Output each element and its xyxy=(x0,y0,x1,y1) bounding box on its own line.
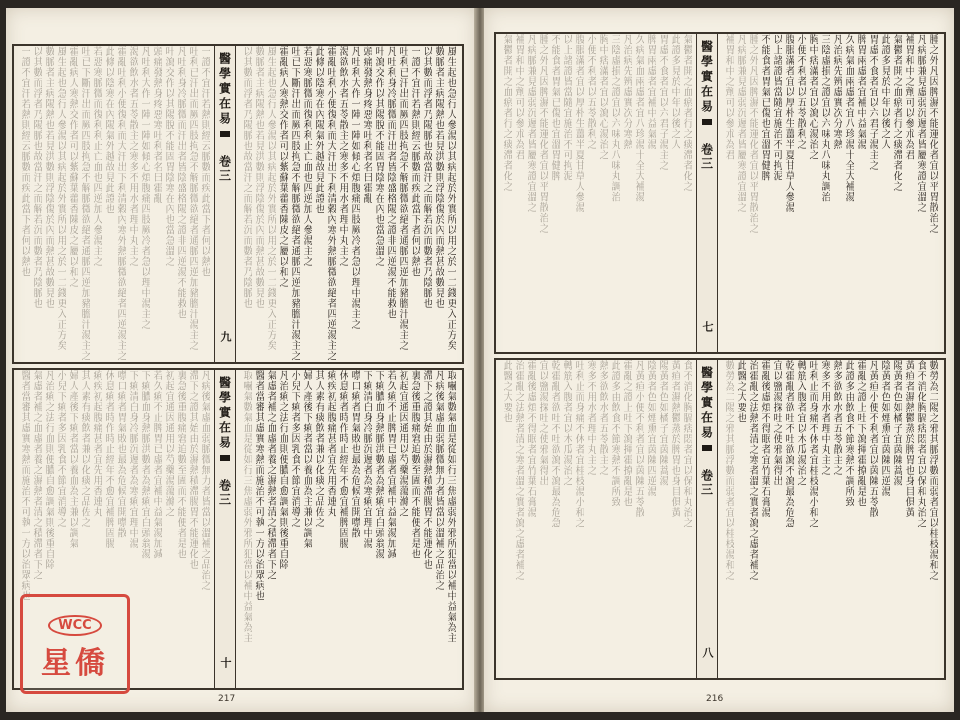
text-line: 霍亂後虛煩不得眠者宜竹葉石膏湯 xyxy=(525,360,536,518)
text-line: 下痢清白身冷脈沉遲者為寒痢宜理中湯 xyxy=(127,370,138,549)
text-line: 小兒下痢者多因乳食不節宜消導之 xyxy=(289,370,300,528)
text-line: 腹脹滿者宜以厚朴生薑半夏甘草人參湯 xyxy=(573,34,584,213)
text-line: 吐已下斷汗出而厥四肢拘急不解脈微欲絕者通脈四逆加豬膽汁湯主之 xyxy=(79,46,90,361)
text-column xyxy=(734,360,746,678)
text-column xyxy=(668,360,680,678)
text-column xyxy=(150,46,162,362)
text-line: 噤口痢者胃氣敗也最為危候宜開噤散 xyxy=(115,370,126,538)
text-line: 陽黃者色如橘子宜茵陳蒿湯 xyxy=(657,360,668,486)
text-line: 凡治病先辨虛實次分寒熱 xyxy=(831,34,842,150)
text-column xyxy=(878,360,890,678)
right-lower-block xyxy=(494,358,946,680)
text-column xyxy=(360,46,372,362)
text-column xyxy=(620,360,632,678)
text-line: 氣鬱者開之血瘀者行之痰滯者化之 xyxy=(681,34,692,192)
right-upper-text xyxy=(496,34,944,352)
text-column xyxy=(512,360,524,678)
text-column xyxy=(596,360,608,678)
text-line: 婦人產後下痢者當以養血為主兼以調氣 xyxy=(301,370,312,549)
text-column xyxy=(572,360,584,678)
text-line: 吐利已汗出而厥四肢拘急不解脈微欲絕者通脈四逆加豬膽汁湯主之 xyxy=(397,46,408,351)
text-column xyxy=(500,360,512,678)
text-line: 凡吐利大作一陣一陣如傾心煩腹痛四肢厥冷者急以理中湯主之 xyxy=(139,46,150,330)
text-column xyxy=(432,370,444,688)
text-line: 霍亂之證上吐下瀉揮霍撩亂是也 xyxy=(855,360,866,507)
text-line: 若惡寒脈微而復利利止亡血也四逆加人參湯主之 xyxy=(301,46,312,267)
text-line: 若惡寒脈微而復利利止亡血也四逆加人參湯主之 xyxy=(91,46,102,267)
text-column xyxy=(288,46,300,362)
text-column xyxy=(324,370,336,688)
text-column xyxy=(596,34,608,352)
text-column xyxy=(632,360,644,678)
text-line: 寒多不用水者理中丸主之 xyxy=(585,360,596,476)
text-column xyxy=(336,370,348,688)
right-page-number: 216 xyxy=(706,694,724,704)
text-line: 滯下之證其始由於濕熱積滯腸胃不能運化也 xyxy=(187,370,198,570)
text-line: 補胃和中之劑可以參朮為君 xyxy=(903,34,914,160)
right-lower-spine xyxy=(696,360,718,678)
text-line: 治霍亂之法熱者清之寒者溫之實者瀉之虛者補之 xyxy=(513,360,524,581)
text-line: 食不消化胸膈痞悶者宜以保和丸治之 xyxy=(681,360,692,528)
text-column xyxy=(536,34,548,352)
text-column xyxy=(348,46,360,362)
text-line: 凡吐利身冷脈微而汗出者皆陰盛格陽之證非四逆湯不能救也 xyxy=(385,46,396,319)
text-line: 此證多由飲食不節寒熱不調所致 xyxy=(609,360,620,507)
text-line: 脾胃兩虛者宜補中益氣湯 xyxy=(645,34,656,150)
text-column xyxy=(384,370,396,688)
text-column xyxy=(198,370,210,688)
text-line: 以其數而浮者乃陽脈也故當汗之而解若沉而數者乃陰脈也 xyxy=(241,46,252,309)
text-column xyxy=(794,360,806,678)
text-line: 凡病脈兼見虛弱沉遲者皆屬寒證宜溫之 xyxy=(735,34,746,213)
text-column xyxy=(186,46,198,362)
text-line: 黃疸者濕熱鬱蒸於脾胃也身目俱黃 xyxy=(903,360,914,518)
text-column xyxy=(902,34,914,352)
text-line: 小兒下痢者多因乳食不節宜消導之 xyxy=(55,370,66,528)
text-line: 霍亂病人寒熱交作者可以紫蘇葉藿香陳皮之屬以和之 xyxy=(277,46,288,288)
text-column xyxy=(186,370,198,688)
text-line: 吐利止而身痛不休者宜桂枝湯小和之 xyxy=(807,360,818,528)
text-line: 醫者當審其虛實寒熱而施治不可執一方以治眾病也 xyxy=(253,370,264,601)
text-column xyxy=(572,34,584,352)
right-upper-spine xyxy=(696,34,718,352)
text-column xyxy=(432,46,444,362)
text-line: 痢疾初起腹痛甚者宜先用香連丸 xyxy=(91,370,102,517)
text-column xyxy=(926,360,938,678)
text-line: 初起宜通因通用以芍藥湯蕩滌之 xyxy=(163,370,174,517)
text-column xyxy=(66,46,78,362)
text-line: 凡治痢之法行血則便膿自愈調氣則後重自除 xyxy=(43,370,54,570)
text-column xyxy=(300,370,312,688)
text-line: 轉筋入腹者宜以木瓜湯治之 xyxy=(561,360,572,486)
text-column xyxy=(264,46,276,362)
text-column xyxy=(722,34,734,352)
text-line: 霍亂後虛煩不得眠者宜竹葉石膏湯 xyxy=(759,360,770,518)
text-line: 腫之外凡因脾濕不能運化者宜以平胃散治之 xyxy=(537,34,548,234)
text-line: 食不消化胸膈痞悶者宜以保和丸治之 xyxy=(915,360,926,528)
left-lower-title: 醫學實在易 xyxy=(217,376,232,451)
text-line: 陰黃者色如煙熏宜茵陳四逆湯 xyxy=(879,360,890,497)
text-column xyxy=(54,46,66,362)
text-column xyxy=(444,46,456,362)
text-line: 熱多欲飲水者五苓散主之 xyxy=(831,360,842,476)
text-column xyxy=(500,34,512,352)
stamp-wcc: WCC xyxy=(48,615,101,636)
text-line: 凡病脈兼見虛弱沉遲者皆屬寒證宜溫之 xyxy=(915,34,926,213)
text-line: 風生起也急行人參湯以其病起於外實所以用之於一二錢更入正方矣 xyxy=(445,46,456,351)
text-column xyxy=(174,46,186,362)
text-column xyxy=(384,46,396,362)
text-line: 腫之外凡因脾濕不能運化者宜以平胃散治之 xyxy=(747,34,758,234)
text-line: 脾胃兩虛者宜補中益氣湯 xyxy=(855,34,866,150)
text-column xyxy=(78,46,90,362)
text-line: 乾霍亂者欲吐不吐欲瀉不瀉最為危急 xyxy=(549,360,560,528)
text-line: 一證不宜汗若熱則經云脈數而疾此當下者何以熱也 xyxy=(19,46,30,277)
text-column xyxy=(312,370,324,688)
text-line: 叶瀉交作以其陽脫不能固胃陰寒在內也當急溫之 xyxy=(373,46,384,267)
text-line: 小便不利者以五苓散利之 xyxy=(795,34,806,150)
text-column xyxy=(878,34,890,352)
text-column xyxy=(608,360,620,678)
text-column xyxy=(372,370,384,688)
text-line: 以其數而浮者乃陽脈也故當汗之而解若沉而數者乃陰脈也 xyxy=(31,46,42,309)
text-line: 凡治病先辨虛實次分寒熱 xyxy=(621,34,632,150)
text-line: 腫之外凡因脾濕不能運化者宜以平胃散治之 xyxy=(927,34,938,234)
text-line: 數脈者主病陽熱也若見洪數則浮陰傷於內而熱甚故數見也 xyxy=(43,46,54,309)
text-column xyxy=(336,46,348,362)
text-line: 渴欲飲水者五苓散主之寒多不用水者理中丸主之 xyxy=(127,46,138,267)
text-column xyxy=(854,34,866,352)
text-column xyxy=(794,34,806,352)
text-line: 風生起也急行人參湯以其病起於外實所以用之於一二錢更入正方矣 xyxy=(55,46,66,351)
text-line: 凡病後氣虛血弱脈微無力者皆當以溫補之品治之 xyxy=(433,370,444,591)
spine-bar xyxy=(220,455,230,461)
text-line: 頭痛發熱身疼惡寒吐利者名曰霍亂 xyxy=(361,46,372,204)
text-column xyxy=(830,34,842,352)
text-line: 胃虛不食者宜以六君子湯主之 xyxy=(657,34,668,171)
text-column xyxy=(782,34,794,352)
text-column xyxy=(830,360,842,678)
text-line: 凡黃疸小便不利者宜以茵陳五苓散 xyxy=(633,360,644,518)
text-line: 數脈者主病陽熱也若見洪數則浮陰傷於內而熱甚故數見也 xyxy=(433,46,444,309)
text-column xyxy=(560,34,572,352)
text-line: 陰黃者色如煙熏宜茵陳四逆湯 xyxy=(645,360,656,497)
text-line: 久病氣血兩虛者宜八珍湯十全大補湯 xyxy=(843,34,854,202)
right-upper-page-num: 七 xyxy=(701,321,714,332)
text-line: 凡病脈兼見虛弱沉遲者皆屬寒證宜溫之 xyxy=(525,34,536,213)
text-column xyxy=(30,46,42,362)
text-line: 凡治痢之法行血則便膿自愈調氣則後重自除 xyxy=(277,370,288,570)
text-column xyxy=(668,34,680,352)
left-upper-spine xyxy=(214,46,236,362)
text-column xyxy=(138,46,150,362)
text-line: 吐利已汗出而厥四肢拘急不解脈微欲絕者通脈四逆加豬膽汁湯主之 xyxy=(187,46,198,351)
text-line: 醫者當審其虛實寒熱而施治不可執一方以治眾病也 xyxy=(19,370,30,601)
left-upper-block xyxy=(12,44,464,364)
text-line: 熱多欲飲水者五苓散主之 xyxy=(597,360,608,476)
left-upper-juan: 卷三 xyxy=(217,155,232,183)
text-column xyxy=(644,360,656,678)
text-column xyxy=(806,34,818,352)
spine-bar xyxy=(702,119,712,125)
right-lower-juan: 卷三 xyxy=(699,469,714,497)
left-lower-juan: 卷三 xyxy=(217,479,232,507)
text-line: 數脈者主病陽熱也若見洪數則浮陰傷於內而熱甚故數見也 xyxy=(253,46,264,309)
text-column xyxy=(926,34,938,352)
text-line: 其人素有痰飲者兼以化痰之品佐之 xyxy=(313,370,324,528)
right-upper-juan: 卷三 xyxy=(699,143,714,171)
text-line: 此證多由飲食不節寒熱不調所致 xyxy=(843,360,854,507)
text-column xyxy=(512,34,524,352)
text-column xyxy=(276,46,288,362)
text-column xyxy=(252,46,264,362)
left-upper-text xyxy=(14,46,462,362)
text-line: 數勞為二陽之邪其脈浮數而弱者宜以桂枝湯和之 xyxy=(723,360,734,581)
text-column xyxy=(914,34,926,352)
text-column xyxy=(632,34,644,352)
text-column xyxy=(396,46,408,362)
text-line: 霍亂吐利小便復利而大汗出下利清穀內寒外熱脈微欲絕者四逆湯主之 xyxy=(325,46,336,361)
text-line: 裏急後重腹痛窘迫數至圊而不能便者是也 xyxy=(175,370,186,559)
left-lower-spine xyxy=(214,370,236,688)
text-line: 霍亂之證上吐下瀉揮霍撩亂是也 xyxy=(621,360,632,507)
text-line: 補胃和中之劑可以參朮為君 xyxy=(723,34,734,160)
right-upper-title: 醫學實在易 xyxy=(699,40,714,115)
text-line: 數勞為二陽之邪其脈浮數而弱者宜以桂枝湯和之 xyxy=(927,360,938,581)
text-column xyxy=(42,46,54,362)
right-lower-text xyxy=(496,360,944,678)
text-column xyxy=(536,360,548,678)
text-line: 凡病後氣虛血弱脈微無力者皆當以溫補之品治之 xyxy=(199,370,210,591)
left-upper-title: 醫學實在易 xyxy=(217,52,232,127)
text-column xyxy=(548,360,560,678)
text-line: 凡吐利身冷脈微而汗出者皆陰盛格陽之證非四逆湯不能救也 xyxy=(175,46,186,319)
text-line: 以其數而浮者乃陽脈也故當汗之而解若沉而數者乃陰脈也 xyxy=(421,46,432,309)
spine-bar xyxy=(220,131,230,137)
text-column xyxy=(770,360,782,678)
text-line: 寒多不用水者理中丸主之 xyxy=(819,360,830,476)
text-column xyxy=(842,360,854,678)
text-line: 氣鬱者開之血瘀者行之痰滯者化之 xyxy=(891,34,902,192)
text-column xyxy=(746,360,758,678)
text-line: 下痢膿血身熱脈洪數者為熱痢宜白頭翁湯 xyxy=(139,370,150,559)
spine-bar xyxy=(702,445,712,451)
text-line: 此證多見於中年以後之人 xyxy=(879,34,890,150)
text-line: 下痢清白身冷脈沉遲者為寒痢宜理中湯 xyxy=(361,370,372,549)
text-line: 此醫之大要也 xyxy=(735,360,746,423)
text-line: 三陰虛損之證宜以六味丸八味丸調治 xyxy=(819,34,830,202)
text-line: 取嚇氣數氣血是從如行三焦虛弱外邪所犯當以補中益氣為主 xyxy=(445,370,456,643)
text-line: 下痢膿血身熱脈洪數者為熱痢宜白頭翁湯 xyxy=(373,370,384,559)
text-column xyxy=(560,360,572,678)
text-column xyxy=(90,46,102,362)
text-line: 滯下之證其始由於濕熱積滯腸胃不能運化也 xyxy=(421,370,432,570)
text-column xyxy=(408,46,420,362)
text-column xyxy=(396,370,408,688)
left-lower-page-num: 十 xyxy=(219,657,232,668)
text-line: 胸中痞滿者宜以瀉心湯治之 xyxy=(807,34,818,160)
text-column xyxy=(818,360,830,678)
text-line: 此條以陰寒在內陽氣外越故見此證也 xyxy=(313,46,324,214)
text-column xyxy=(240,46,252,362)
text-column xyxy=(656,34,668,352)
text-column xyxy=(818,34,830,352)
text-line: 此證多見於中年以後之人 xyxy=(669,34,680,150)
text-column xyxy=(758,34,770,352)
text-line: 婦人產後下痢者當以養血為主兼以調氣 xyxy=(67,370,78,549)
text-column xyxy=(348,370,360,688)
text-column xyxy=(758,360,770,678)
text-line: 胃虛不食者宜以六君子湯主之 xyxy=(867,34,878,171)
text-column xyxy=(806,360,818,678)
text-line: 不能食者胃氣已傷也宜溫胃健脾 xyxy=(549,34,560,181)
text-line: 渴欲飲水者五苓散主之寒多不用水者理中丸主之 xyxy=(337,46,348,267)
text-line: 宜以鹽湯探吐之使邪氣得出 xyxy=(771,360,782,486)
text-column xyxy=(324,46,336,362)
text-column xyxy=(162,46,174,362)
text-line: 取嚇氣數氣血是從如行三焦虛弱外邪所犯當以補中益氣為主 xyxy=(241,370,252,643)
right-upper-block xyxy=(494,32,946,354)
text-column xyxy=(360,370,372,688)
text-column xyxy=(902,360,914,678)
text-column xyxy=(524,360,536,678)
text-column xyxy=(444,370,456,688)
text-column xyxy=(264,370,276,688)
text-line: 轉筋入腹者宜以木瓜湯治之 xyxy=(795,360,806,486)
text-column xyxy=(734,34,746,352)
text-line: 補胃和中之劑可以參朮為君 xyxy=(513,34,524,160)
text-column xyxy=(890,360,902,678)
text-column xyxy=(866,360,878,678)
left-page-number: 217 xyxy=(218,694,236,704)
text-line: 久病氣血兩虛者宜八珍湯十全大補湯 xyxy=(633,34,644,202)
text-column xyxy=(276,370,288,688)
text-column xyxy=(240,370,252,688)
text-line: 氣虛者補之血虛者養之濕熱者清之積滯者下之 xyxy=(31,370,42,580)
text-column xyxy=(914,360,926,678)
right-lower-page-num: 八 xyxy=(701,647,714,658)
right-page xyxy=(484,8,954,712)
text-line: 以上諸證皆當隨宜施治不可拘泥 xyxy=(771,34,782,181)
text-line: 霍亂病人寒熱交作者可以紫蘇葉藿香陳皮之屬以和之 xyxy=(67,46,78,288)
left-page xyxy=(6,8,476,712)
text-line: 噤口痢者胃氣敗也最為危候宜開噤散 xyxy=(349,370,360,538)
text-column xyxy=(312,46,324,362)
text-column xyxy=(866,34,878,352)
text-column xyxy=(372,46,384,362)
text-column xyxy=(18,46,30,362)
text-line: 此條以陰寒在內陽氣外越故見此證也 xyxy=(103,46,114,214)
text-column xyxy=(770,34,782,352)
left-upper-page-num: 九 xyxy=(219,331,232,342)
text-column xyxy=(420,370,432,688)
text-column xyxy=(102,46,114,362)
text-column xyxy=(644,34,656,352)
text-line: 三陰虛損之證宜以六味丸八味丸調治 xyxy=(609,34,620,202)
text-column xyxy=(114,46,126,362)
text-line: 若久痢不止脾胃已虛者宜補中益氣湯加減 xyxy=(385,370,396,559)
text-column xyxy=(854,360,866,678)
text-line: 小便不利者以五苓散利之 xyxy=(585,34,596,150)
text-column xyxy=(842,34,854,352)
text-line: 裏急後重腹痛窘迫數至圊而不能便者是也 xyxy=(409,370,420,559)
text-line: 凡黃疸小便不利者宜以茵陳五苓散 xyxy=(867,360,878,518)
text-line: 叶瀉交作以其陽脫不能固胃陰寒在內也當急溫之 xyxy=(163,46,174,267)
text-column xyxy=(782,360,794,678)
stamp-name: 星僑 xyxy=(41,646,109,681)
text-column xyxy=(548,34,560,352)
text-column xyxy=(890,34,902,352)
right-lower-title: 醫學實在易 xyxy=(699,366,714,441)
text-line: 其人素有痰飲者兼以化痰之品佐之 xyxy=(79,370,90,528)
text-column xyxy=(420,46,432,362)
text-column xyxy=(584,34,596,352)
text-column xyxy=(252,370,264,688)
text-column xyxy=(198,46,210,362)
text-column xyxy=(174,370,186,688)
text-line: 宜以鹽湯探吐之使邪氣得出 xyxy=(537,360,548,486)
publisher-stamp xyxy=(20,594,130,694)
text-column xyxy=(524,34,536,352)
text-column xyxy=(722,360,734,678)
text-line: 休息痢者時作時止經年不愈宜補脾固腸 xyxy=(337,370,348,549)
text-line: 胸中痞滿者宜以瀉心湯治之 xyxy=(597,34,608,160)
text-line: 陽黃者色如橘子宜茵陳蒿湯 xyxy=(891,360,902,486)
text-line: 腹脹滿者宜以厚朴生薑半夏甘草人參湯 xyxy=(783,34,794,213)
text-column xyxy=(680,34,692,352)
text-line: 休息痢者時作時止經年不愈宜補脾固腸 xyxy=(103,370,114,549)
text-line: 凡吐利大作一陣一陣如傾心煩腹痛四肢厥冷者急以理中湯主之 xyxy=(349,46,360,330)
text-line: 一證不宜汗若熱則經云脈數而疾此當下者何以熱也 xyxy=(199,46,210,277)
text-line: 氣虛者補之血虛者養之濕熱者清之積滯者下之 xyxy=(265,370,276,580)
text-column xyxy=(680,360,692,678)
text-column xyxy=(138,370,150,688)
text-line: 若久痢不止脾胃已虛者宜補中益氣湯加減 xyxy=(151,370,162,559)
text-line: 風生起也急行人參湯以其病起於外實所以用之於一二錢更入正方矣 xyxy=(265,46,276,351)
text-column xyxy=(656,360,668,678)
text-line: 此醫之大要也 xyxy=(501,360,512,423)
text-column xyxy=(288,370,300,688)
text-column xyxy=(162,370,174,688)
text-line: 氣鬱者開之血瘀者行之痰滯者化之 xyxy=(501,34,512,192)
text-column xyxy=(620,34,632,352)
text-line: 不能食者胃氣已傷也宜溫胃健脾 xyxy=(759,34,770,181)
text-line: 治霍亂之法熱者清之寒者溫之實者瀉之虛者補之 xyxy=(747,360,758,581)
text-line: 霍亂吐利小便復利而大汗出下利清穀內寒外熱脈微欲絕者四逆湯主之 xyxy=(115,46,126,361)
text-line: 乾霍亂者欲吐不吐欲瀉不瀉最為危急 xyxy=(783,360,794,528)
text-column xyxy=(584,360,596,678)
text-column xyxy=(300,46,312,362)
text-column xyxy=(126,46,138,362)
text-column xyxy=(608,34,620,352)
text-line: 痢疾初起腹痛甚者宜先用香連丸 xyxy=(325,370,336,517)
text-line: 頭痛發熱身疼惡寒吐利者名曰霍亂 xyxy=(151,46,162,204)
text-line: 一證不宜汗若熱則經云脈數而疾此當下者何以熱也 xyxy=(409,46,420,277)
text-column xyxy=(746,34,758,352)
text-line: 以上諸證皆當隨宜施治不可拘泥 xyxy=(561,34,572,181)
text-line: 初起宜通因通用以芍藥湯蕩滌之 xyxy=(397,370,408,517)
text-line: 黃疸者濕熱鬱蒸於脾胃也身目俱黃 xyxy=(669,360,680,518)
text-line: 吐利止而身痛不休者宜桂枝湯小和之 xyxy=(573,360,584,528)
text-line: 吐已下斷汗出而厥四肢拘急不解脈微欲絕者通脈四逆加豬膽汁湯主之 xyxy=(289,46,300,361)
text-column xyxy=(150,370,162,688)
text-column xyxy=(408,370,420,688)
